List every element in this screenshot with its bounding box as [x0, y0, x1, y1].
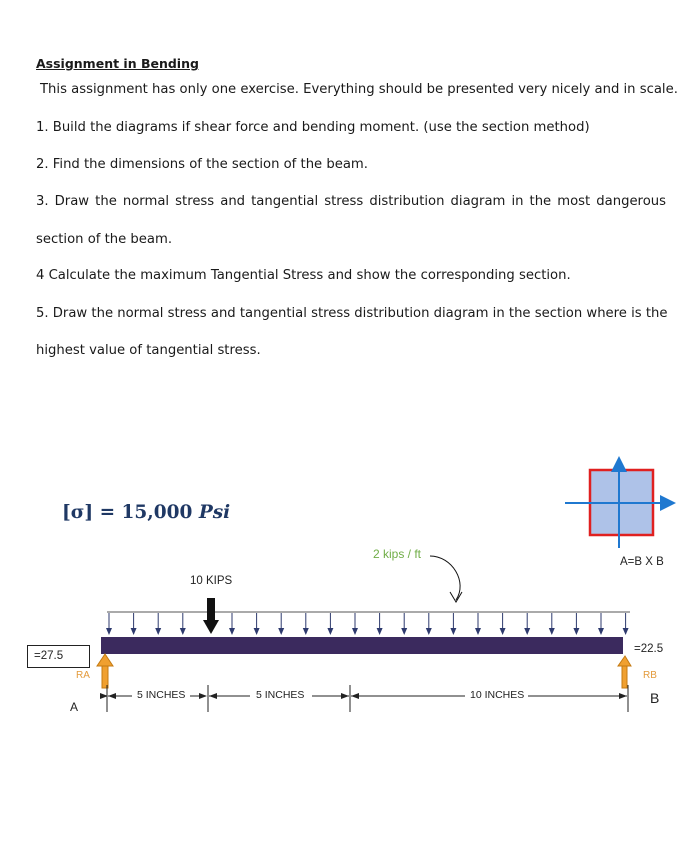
task-4: 4 Calculate the maximum Tangential Stress and show the corresponding section. [36, 268, 571, 283]
dimension-label-1: 5 INCHES [137, 689, 186, 701]
distributed-load-arrowhead [598, 628, 604, 635]
stress-symbol: [σ] = [62, 502, 116, 523]
distributed-load-arrowhead [254, 628, 260, 635]
section-label: A=B X B [620, 556, 664, 568]
reaction-a-value: =27.5 [34, 650, 64, 662]
reaction-b-label: RB [643, 670, 657, 681]
distributed-load-arrowhead [131, 628, 137, 635]
task-3-line-2: section of the beam. [36, 232, 173, 247]
distributed-load-arrowhead [475, 628, 481, 635]
distributed-load-arrowhead [352, 628, 358, 635]
beam [101, 637, 623, 654]
dimension-label-2: 5 INCHES [256, 689, 305, 701]
dimension-label-3: 10 INCHES [470, 689, 525, 701]
distributed-load-arrowhead [401, 628, 407, 635]
reaction-arrow-a [97, 654, 113, 688]
support-a-label: A [70, 700, 79, 714]
distributed-load-arrowhead [303, 628, 309, 635]
distributed-load-arrowhead [180, 628, 186, 635]
reaction-a-label: RA [76, 670, 90, 681]
task-5-line-2: highest value of tangential stress. [36, 343, 261, 358]
task-5-line-1: 5. Draw the normal stress and tangential stress distribution diagram in the section where is the [36, 306, 668, 321]
distributed-load-arrowhead [377, 628, 383, 635]
distributed-load-arrowhead [450, 628, 456, 635]
reaction-b-value: =22.5 [634, 643, 664, 655]
reaction-arrow-b [618, 656, 631, 688]
distributed-load-arrowhead [106, 628, 112, 635]
distributed-load-arrowhead [426, 628, 432, 635]
distributed-load-arrowhead [229, 628, 235, 635]
distributed-load-arrowhead [524, 628, 530, 635]
support-b-label: B [650, 690, 660, 706]
distributed-load-arrowhead [327, 628, 333, 635]
square-section [565, 460, 672, 548]
distributed-load-arrowhead [573, 628, 579, 635]
stress-unit: Psi [198, 502, 231, 523]
load-callout-curve [430, 556, 460, 600]
point-load-label: 10 KIPS [190, 575, 233, 587]
stress-value: 15,000 [121, 502, 193, 523]
distributed-load-arrowhead [155, 628, 161, 635]
point-load-arrow [203, 598, 219, 634]
distributed-load-label: 2 kips / ft [373, 547, 422, 561]
distributed-load-arrowhead [278, 628, 284, 635]
distributed-load-arrows [106, 613, 629, 635]
distributed-load-arrowhead [549, 628, 555, 635]
task-1: 1. Build the diagrams if shear force and bending moment. (use the section method) [36, 120, 590, 135]
distributed-load-arrowhead [500, 628, 506, 635]
assignment-title: Assignment in Bending [36, 56, 199, 71]
task-2: 2. Find the dimensions of the section of the beam. [36, 157, 368, 172]
distributed-load-arrowhead [623, 628, 629, 635]
intro-paragraph: This assignment has only one exercise. Everything should be presented very nicely and in scale. [40, 82, 678, 97]
task-3-line-1: 3. Draw the normal stress and tangential stress distribution diagram in the most dangerous [36, 194, 666, 209]
